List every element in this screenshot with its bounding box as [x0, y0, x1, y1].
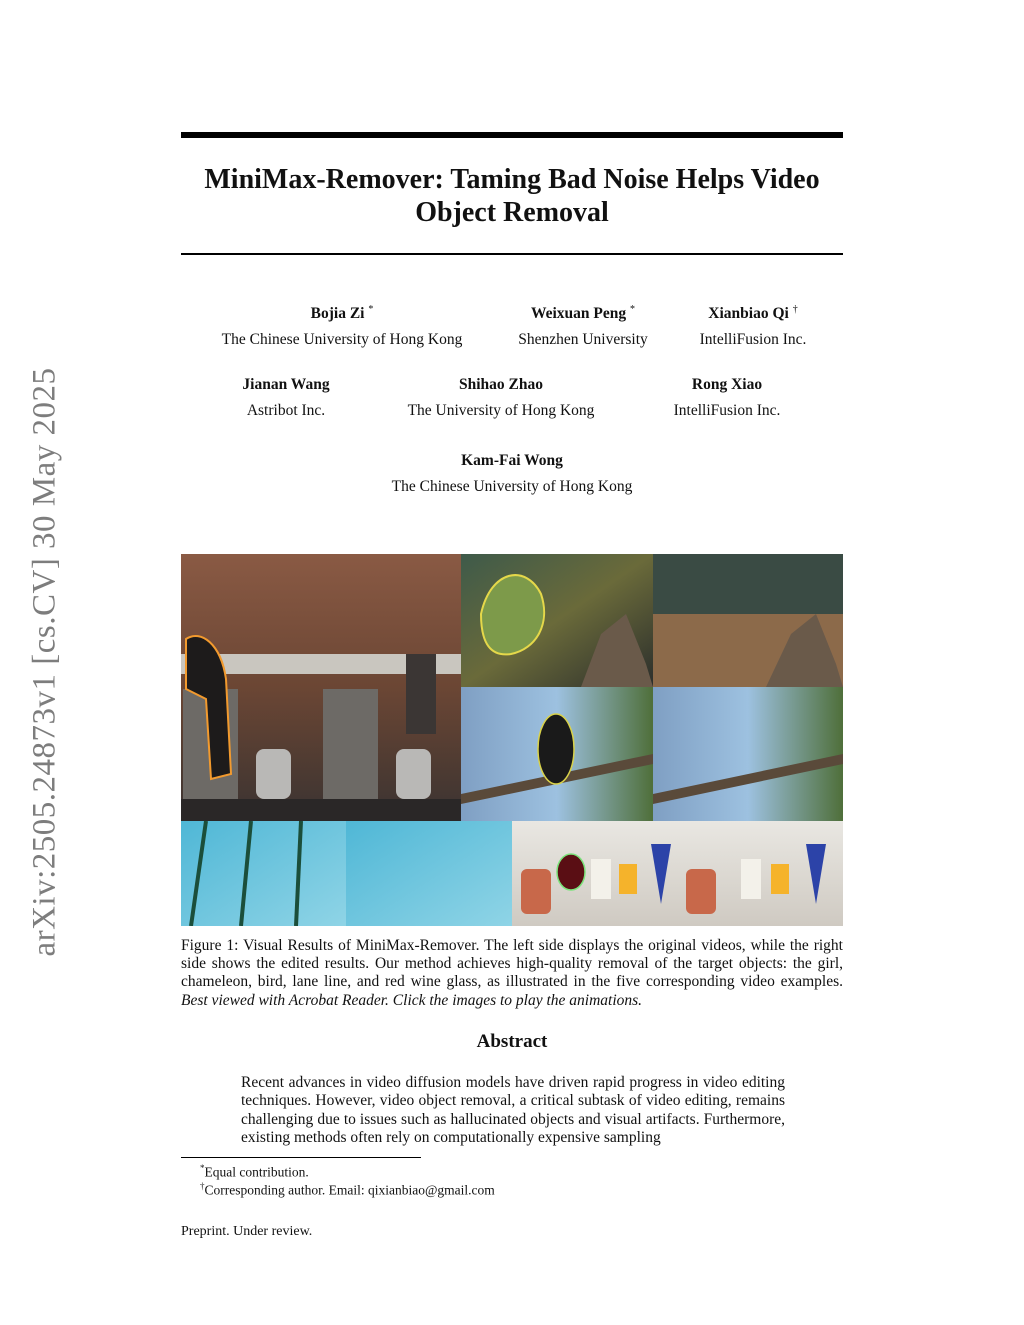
author-block: [381, 372, 621, 424]
footnote-rule: [181, 1157, 421, 1158]
paper-title: [181, 163, 843, 229]
author-name: Kam-Fai Wong: [461, 452, 563, 469]
author-name: Bojia Zi *: [310, 304, 374, 323]
title-top-rule: [181, 132, 843, 138]
author-block: [362, 448, 662, 500]
title-line-1: MiniMax-Remover: Taming Bad Noise Helps Video: [204, 164, 820, 195]
author-name: Shihao Zhao: [458, 376, 543, 393]
title-line-2: Object Removal: [415, 197, 609, 228]
cafe-original-frame[interactable]: [181, 554, 321, 821]
caption-italic-note: Best viewed with Acrobat Reader. Click the images to play the animations.: [181, 991, 643, 1009]
author-name: Rong Xiao: [691, 376, 763, 393]
author-block: [192, 297, 492, 353]
abstract-heading: Abstract: [476, 1031, 548, 1052]
author-name: Xianbiao Qi †: [708, 304, 798, 323]
chameleon-edited-frame[interactable]: [653, 554, 843, 687]
author-name: Jianan Wang: [242, 376, 330, 393]
author-block: [673, 297, 833, 353]
author-affiliation: Astribot Inc.: [246, 402, 326, 419]
author-affiliation: IntelliFusion Inc.: [699, 331, 807, 349]
author-affiliation: Shenzhen University: [518, 331, 648, 349]
footnote-corresponding-author: †Corresponding author. Email: qixianbiao@gmail.com: [200, 1181, 495, 1198]
figure-1-video-grid[interactable]: [181, 554, 843, 926]
author-block: [493, 297, 673, 353]
abstract-text: Recent advances in video diffusion models have driven rapid progress in video editing techniques. However, video object removal, a critical subtask of video editing, remains challenging due to issues such as hallucinated objects and visual artifacts. Furthermore, existing methods often rely on computationally expensive sampling: [241, 1074, 785, 1147]
chameleon-original-frame[interactable]: [461, 554, 653, 687]
author-name: Weixuan Peng *: [530, 304, 636, 323]
wine-glass-edited-frame[interactable]: [678, 821, 843, 926]
bird-original-frame[interactable]: [461, 687, 653, 821]
author-block: [206, 372, 366, 424]
pool-original-frame[interactable]: [181, 821, 346, 926]
author-affiliation: IntelliFusion Inc.: [673, 402, 781, 419]
figure-caption: Figure 1: Visual Results of MiniMax-Remover. The left side displays the original videos, while the right side shows the edited results. Our method achieves high-quality removal of the target objects: the girl, chameleon, bird, lane line, and red wine glass, as illustrated in the five corresponding video examples. Best viewed with Acrobat Reader. Click the images to play the animations.: [181, 937, 843, 1009]
title-bottom-rule: [181, 253, 843, 255]
footnote-equal-contribution: *Equal contribution.: [200, 1163, 309, 1180]
author-affiliation: The Chinese University of Hong Kong: [221, 331, 463, 349]
wine-glass-original-frame[interactable]: [512, 821, 678, 926]
pool-edited-frame[interactable]: [346, 821, 512, 926]
author-affiliation: The Chinese University of Hong Kong: [391, 478, 633, 495]
cafe-edited-frame[interactable]: [321, 554, 461, 821]
preprint-note: Preprint. Under review.: [181, 1224, 313, 1239]
arxiv-sidebar-stamp: arXiv:2505.24873v1 [cs.CV] 30 May 2025: [26, 367, 63, 957]
author-affiliation: The University of Hong Kong: [407, 402, 595, 419]
author-block: [652, 372, 802, 424]
bird-edited-frame[interactable]: [653, 687, 843, 821]
